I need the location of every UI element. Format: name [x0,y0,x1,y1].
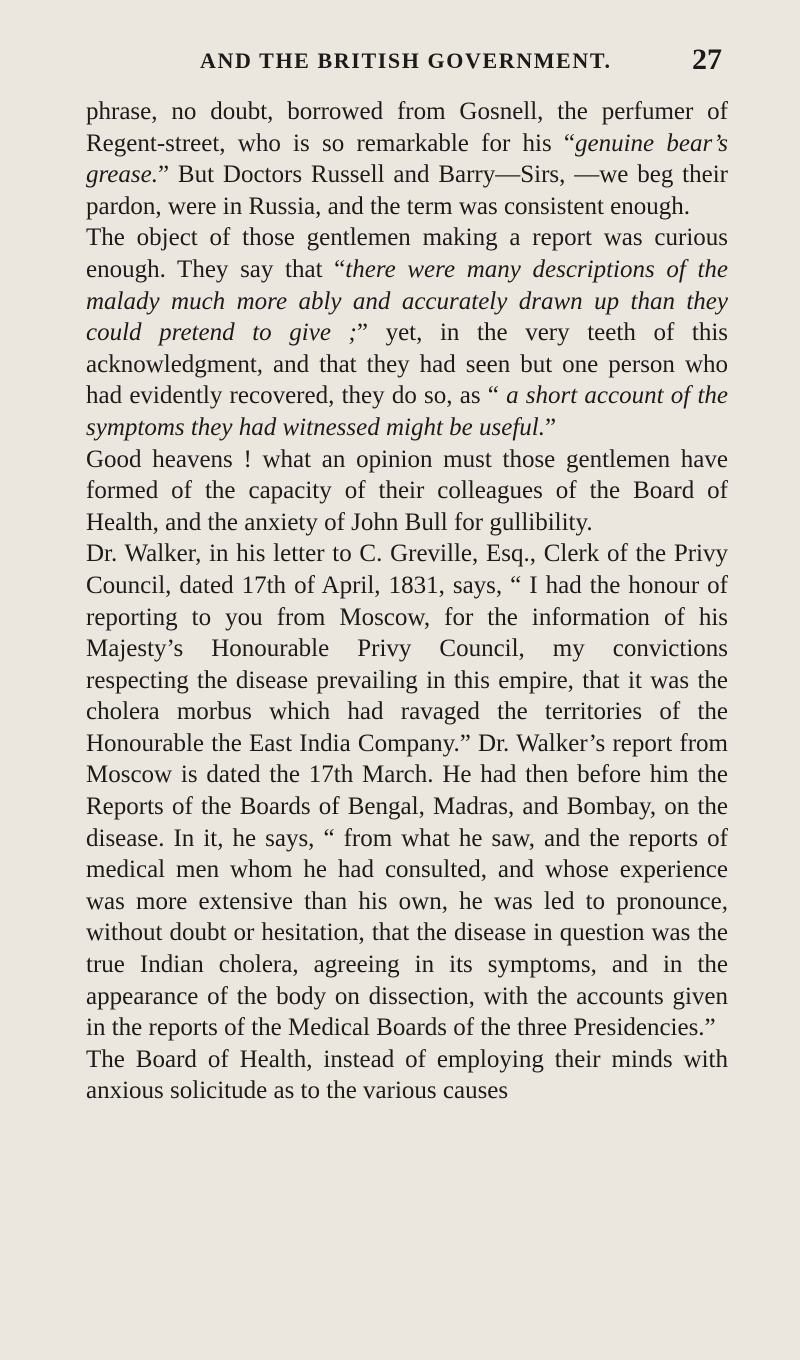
body-text [86,96,728,1107]
text-run: ” But Doctors Russell and Barry—Sirs, —we beg their pardon, were in Russia, and the term was consistent enough. [86,161,728,220]
italic-text-run: there were many descriptions of the malady much more ably and accurately drawn up than they could pretend to give ; [86,255,728,347]
running-title: AND THE BRITISH GOVERNMENT. [200,48,612,73]
page-number: 27 [692,43,722,76]
text-run: phrase, no doubt, borrowed from Gosnell, the perfumer of Regent-street, who is so remarkable for his “ [86,98,728,157]
paragraph-4 [86,538,728,1044]
text-run: Good heavens ! what an opinion must those gentlemen have formed of the capacity of their colleagues of the Board of Health, and the anxiety of John Bull for gullibility. [86,445,728,536]
paragraph-1 [86,96,728,222]
text-run: The Board of Health, instead of employing their minds with anxious solicitude as to the various causes [86,1045,728,1105]
paragraph-5 [86,1044,728,1107]
text-run: ” [544,413,557,441]
paragraph-3 [86,444,728,539]
text-run: Dr. Walker, in his letter to C. Greville, Esq., Clerk of the Privy Council, dated 17th of April, 1831, says, “ I had the honour of reporting to you from Moscow, for the information of his Majesty’s Honourable Privy Council, my convictions respecting the disease prevailing in this empire, that it was the cholera morbus which had ravaged the territories of the Honourable the East India Company.” Dr. Walker’s report from Moscow is dated the 17th March. He had then before him the Reports of the Boards of Bengal, Madras, and Bombay, on the disease. In it, he says, “ from what he saw, and the reports of medical men whom he had consulted, and whose experience was more extensive than his own, he was led to pronounce, without doubt or hesitation, that the disease in question was the true Indian cholera, agreeing in its symptoms, and in the appearance of the body on dissection, with the accounts given in the reports of the Medical Boards of the three Presidencies.” [86,540,728,1042]
italic-text-run: a short account of the symptoms they had witnessed might be useful. [86,382,728,441]
italic-text-run: genuine bear’s grease. [86,129,728,189]
paragraph-2 [86,222,728,443]
text-run: ” yet, in the very teeth of this acknowledgment, and that they had seen but one person who had evidently recovered, they do so, as “ [86,319,729,410]
text-run: The object of those gentlemen making a report was curious enough. They say that “ [86,224,728,283]
running-head [86,43,726,86]
